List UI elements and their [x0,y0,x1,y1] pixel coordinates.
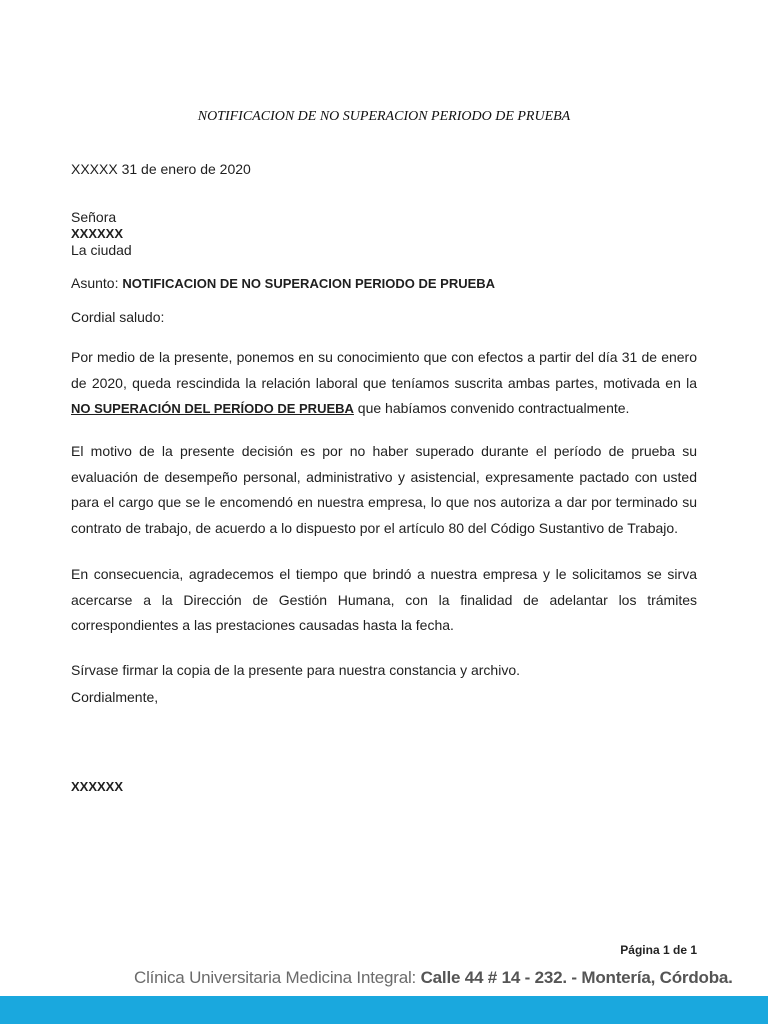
footer-institution: Clínica Universitaria Medicina Integral: [134,968,417,987]
document-title: NOTIFICACION DE NO SUPERACION PERIODO DE PRUEBA [197,109,571,124]
paragraph-2: El motivo de la presente decisión es por no haber superado durante el período de prueba su evaluación de desempeño personal, administrativo y asistencial, expresamente pactado con usted para el cargo que se le encomendó en nuestra empresa, lo que nos autoriza a dar por terminado su contrato de trabajo, de acuerdo a lo dispuesto por el artículo 80 del Código Sustantivo de Trabajo. [71,443,697,536]
paragraph-3: En consecuencia, agradecemos el tiempo que brindó a nuestra empresa y le solicitamos se sirva acercarse a la Dirección de Gestión Humana, con la finalidad de adelantar los trámites correspondientes a las prestaciones causadas hasta la fecha. [71,566,697,633]
subject-label: Asunto: [71,275,119,291]
paragraph-1 [71,345,697,422]
date-line: XXXXX 31 de enero de 2020 [71,161,251,177]
paragraph-1-text-before: Por medio de la presente, ponemos en su conocimiento que con efectos a partir del día 31 de enero de 2020, queda rescindida la relación laboral que teníamos suscrita ambas partes, motivada en la [71,349,697,391]
greeting: Cordial saludo: [71,309,165,325]
recipient-city: La ciudad [71,242,132,258]
footer-street-address: Calle 44 # 14 - 232. - Montería, Córdoba. [416,968,733,987]
closing: Cordialmente, [71,689,159,705]
subject-line [71,275,495,292]
page-number: Página 1 de 1 [620,943,697,957]
recipient-name: XXXXXX [71,226,124,241]
signature-name: XXXXXX [71,779,124,794]
paragraph-1-emphasis: NO SUPERACIÓN DEL PERÍODO DE PRUEBA [71,401,354,416]
recipient-salutation: Señora [71,209,117,225]
paragraph-1-text-after: que habíamos convenido contractualmente. [353,400,630,416]
footer-color-bar [0,996,768,1024]
closing-request: Sírvase firmar la copia de la presente para nuestra constancia y archivo. [71,662,521,678]
subject-value: NOTIFICACION DE NO SUPERACION PERIODO DE PRUEBA [122,276,496,291]
footer-address [134,968,733,988]
